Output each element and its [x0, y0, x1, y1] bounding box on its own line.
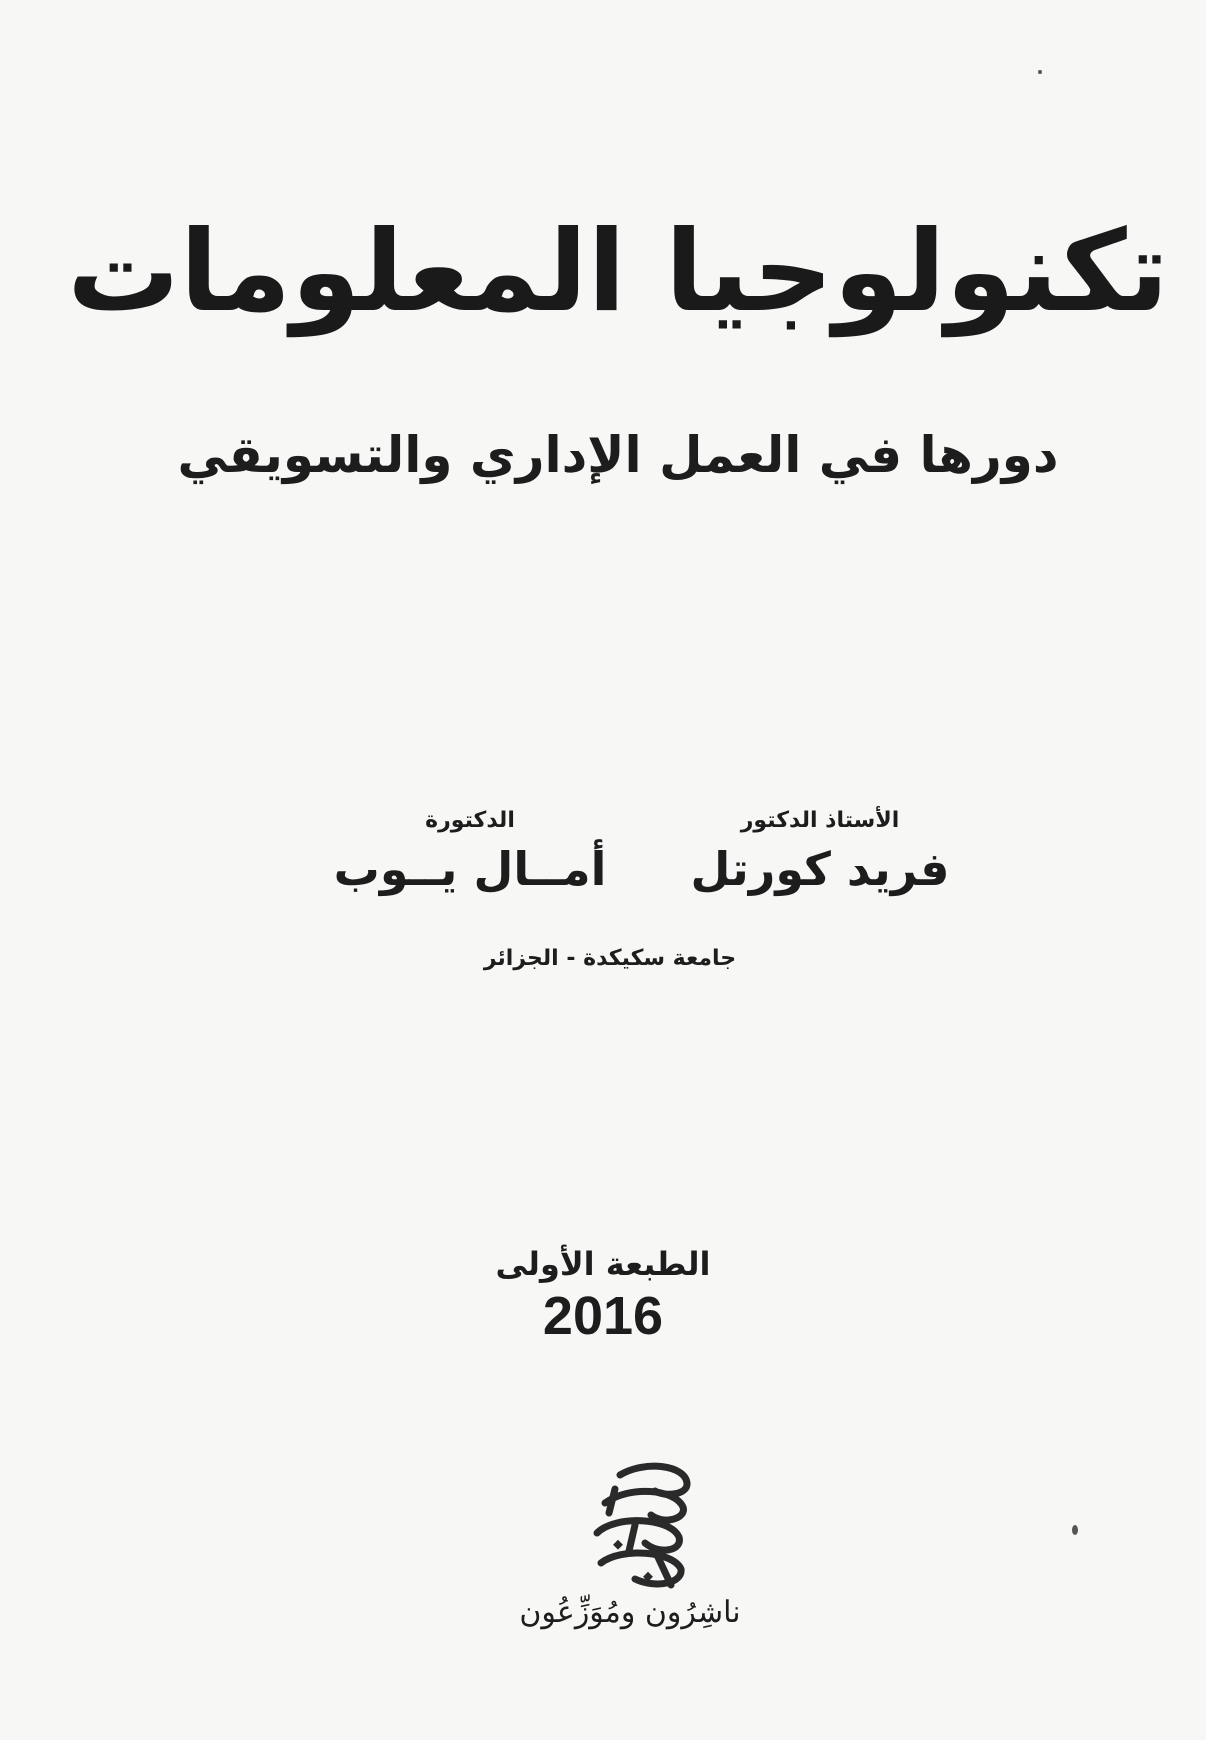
paper-speck: [1038, 70, 1042, 74]
book-subtitle: دورها في العمل الإداري والتسويقي: [177, 426, 1059, 484]
author-1-role: الأستاذ الدكتور: [740, 808, 900, 833]
author-block-2: [320, 808, 620, 898]
author-1-name: فريد كورتل: [690, 842, 950, 897]
author-2-role: الدكتورة: [425, 808, 515, 833]
edition-label: الطبعة الأولى: [495, 1245, 711, 1283]
author-block-1: [640, 808, 1000, 898]
book-title: تكنولوجيا المعلومات: [67, 207, 1169, 337]
paper-speck: [1072, 1525, 1078, 1535]
publisher-tagline: ناشِرُون ومُوَزِّعُون: [519, 1595, 741, 1630]
university-affiliation: جامعة سكيكدة - الجزائر: [483, 946, 737, 971]
publication-year: 2016: [542, 1286, 664, 1346]
author-2-name: أمــال يــوب: [333, 842, 607, 897]
publisher-logo-icon: [575, 1455, 715, 1605]
